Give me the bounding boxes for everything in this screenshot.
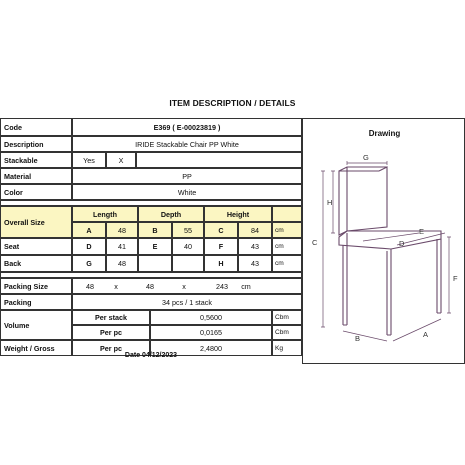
rear-right-leg [437, 239, 441, 313]
material-value: PP [72, 168, 302, 184]
stackable-mark: X [106, 152, 136, 168]
overall-unit: cm [272, 222, 302, 238]
letter-d: D [72, 238, 106, 255]
weight-per-pc-label: Per pc [72, 340, 150, 356]
packing-size-width: 48 [146, 281, 154, 291]
letter-b: B [138, 222, 172, 238]
date-footer: Date 04/12/2023 [124, 352, 178, 359]
back-g-value: 48 [106, 255, 138, 272]
letter-b-label: B [355, 334, 361, 343]
code-label: Code [0, 118, 72, 136]
weight-label: Weight / Gross [0, 340, 72, 356]
letter-g-label: G [363, 153, 369, 162]
header-unit-spacer [272, 206, 302, 222]
seat-d-value: 41 [106, 238, 138, 255]
letter-g: G [72, 255, 106, 272]
seat-f-value: 43 [238, 238, 272, 255]
back-empty-1 [138, 255, 172, 272]
dim-f [447, 237, 451, 313]
height-header: Height [204, 206, 272, 222]
page-title: ITEM DESCRIPTION / DETAILS [169, 98, 296, 108]
letter-e-label: E [419, 227, 425, 236]
stackable-label: Stackable [0, 152, 72, 168]
volume-label: Volume [0, 310, 72, 340]
letter-h-label: H [327, 198, 333, 207]
letter-h: H [204, 255, 238, 272]
details-sheet [0, 118, 465, 364]
back-unit: cm [272, 255, 302, 272]
dim-d [363, 233, 419, 241]
back-label: Back [0, 255, 72, 272]
volume-per-pc-label: Per pc [72, 325, 150, 340]
packing-size-height: 243 [216, 281, 228, 291]
volume-per-stack-label: Per stack [72, 310, 150, 325]
letter-d-label: D [399, 239, 405, 248]
packing-size-sep-2: x [182, 281, 186, 291]
letter-a-label: A [423, 330, 429, 339]
depth-header: Depth [138, 206, 204, 222]
volume-per-stack-unit: Cbm [272, 310, 302, 325]
back-h-value: 43 [238, 255, 272, 272]
color-value: White [72, 184, 302, 200]
packing-size-sep-1: x [114, 281, 118, 291]
letter-f-label: F [453, 274, 458, 283]
seat-label: Seat [0, 238, 72, 255]
depth-value: 55 [172, 222, 204, 238]
weight-value: 2,4800 [150, 340, 272, 356]
description-value: IRIDE Stackable Chair PP White [72, 136, 302, 152]
packing-label: Packing [0, 294, 72, 310]
overall-size-label: Overall Size [0, 206, 72, 238]
stackable-yes: Yes [72, 152, 106, 168]
dim-a [393, 319, 441, 341]
dim-b [343, 331, 387, 341]
letter-f: F [204, 238, 238, 255]
drawing-panel [302, 118, 465, 364]
color-label: Color [0, 184, 72, 200]
backrest-outline [339, 167, 387, 235]
description-label: Description [0, 136, 72, 152]
seat-unit: cm [272, 238, 302, 255]
letter-e: E [138, 238, 172, 255]
letter-c-label: C [312, 238, 318, 247]
letter-a: A [72, 222, 106, 238]
length-value: 48 [106, 222, 138, 238]
material-label: Material [0, 168, 72, 184]
packing-size-label: Packing Size [0, 278, 72, 294]
letter-c: C [204, 222, 238, 238]
weight-unit: Kg [272, 340, 302, 356]
drawing-title: Drawing [368, 129, 401, 138]
packing-value: 34 pcs / 1 stack [72, 294, 302, 310]
chair-drawing [303, 119, 465, 365]
packing-size-length: 48 [86, 281, 94, 291]
code-value: E369 ( E-00023819 ) [72, 118, 302, 136]
seat-outline [339, 231, 441, 249]
packing-size-unit: cm [241, 281, 251, 291]
length-header: Length [72, 206, 138, 222]
volume-per-pc-value: 0,0165 [150, 325, 272, 340]
seat-e-value: 40 [172, 238, 204, 255]
stackable-empty [136, 152, 302, 168]
back-empty-2 [172, 255, 204, 272]
front-left-leg [343, 245, 347, 325]
front-right-leg [387, 249, 391, 335]
backrest-edge [339, 167, 387, 231]
volume-per-pc-unit: Cbm [272, 325, 302, 340]
volume-per-stack-value: 0,5600 [150, 310, 272, 325]
height-value: 84 [238, 222, 272, 238]
dim-c [321, 171, 325, 327]
